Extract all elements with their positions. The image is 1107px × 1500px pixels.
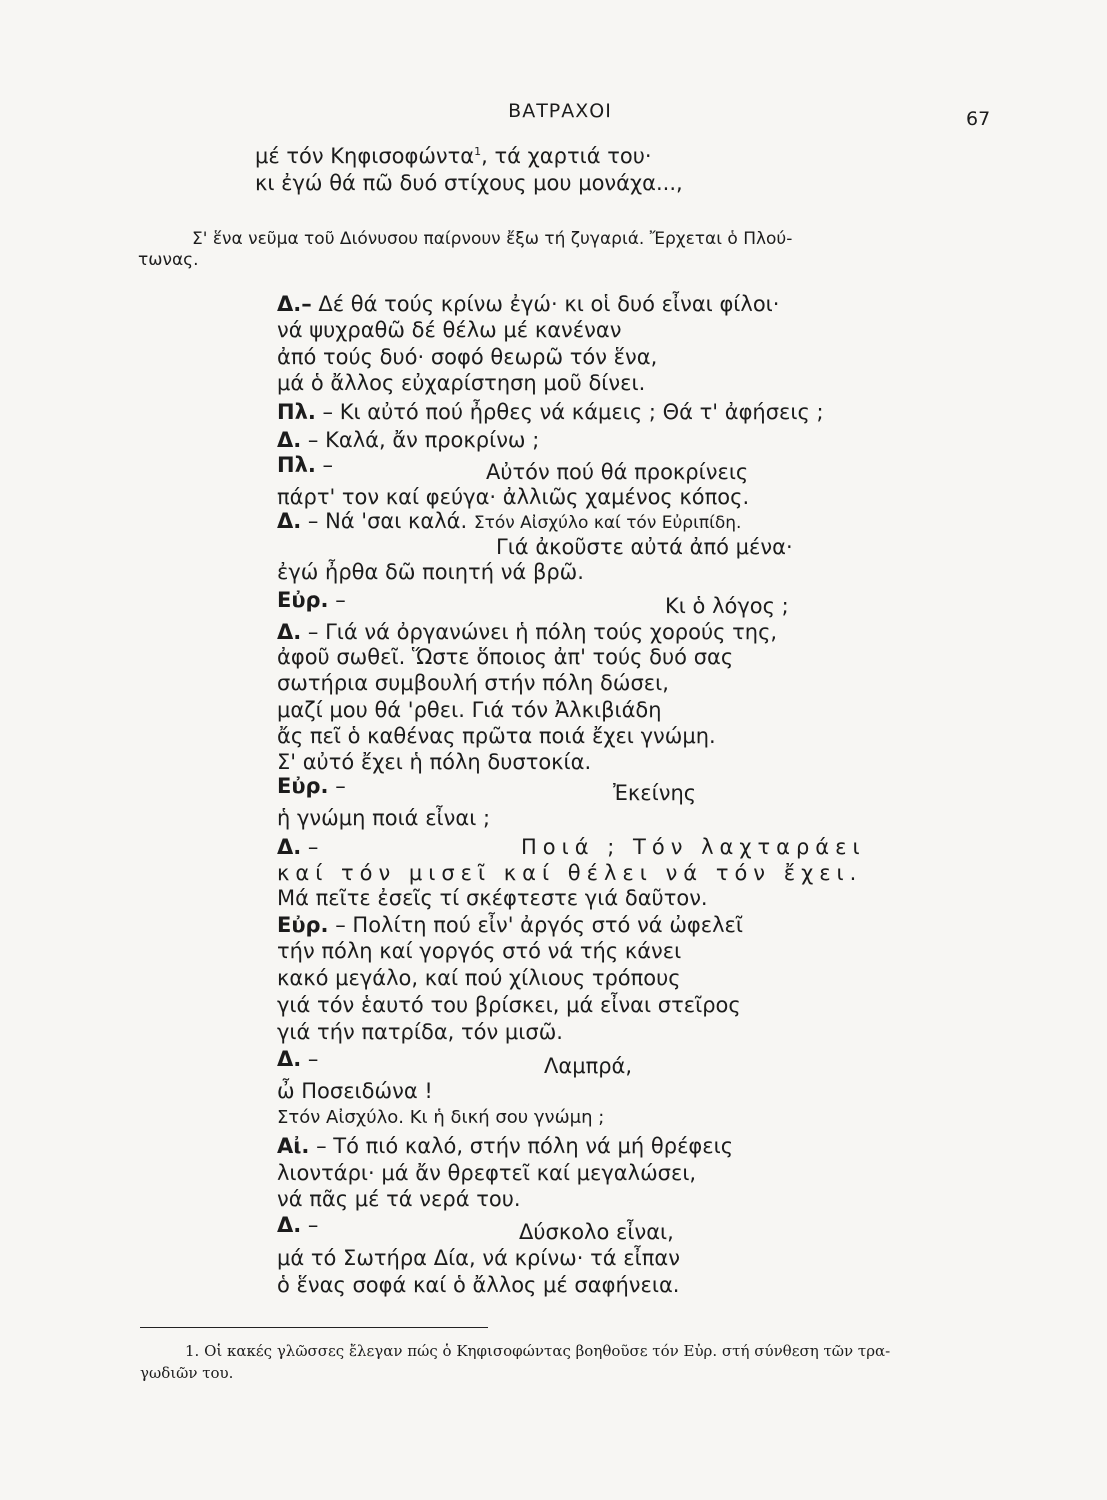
dialogue-line: γιά τήν πατρίδα, τόν μισῶ. (277, 1020, 563, 1044)
dialogue-line: Δ. – (277, 1047, 319, 1071)
speaker-label: Πλ. (277, 453, 316, 477)
dialogue-line: ὁ ἕνας σοφά καί ὁ ἄλλος μέ σαφήνεια. (277, 1273, 680, 1297)
dialogue-line: Δ. – Νά 'σαι καλά. Στόν Αἰσχύλο καί τόν Εὐριπίδη. (277, 509, 742, 533)
stage-direction: τωνας. (138, 250, 199, 270)
dialogue-line: Εὐρ. – (277, 774, 346, 798)
dialogue-line: μά ὁ ἄλλος εὐχαρίστηση μοῦ δίνει. (277, 371, 646, 395)
dialogue-line: Πλ. – Κι αὐτό πού ἦρθες νά κάμεις ; Θά τ' ἀφήσεις ; (277, 400, 824, 424)
dialogue-line: Δ. – Καλά, ἄν προκρίνω ; (277, 428, 540, 452)
dialogue-line: ἡ γνώμη ποιά εἶναι ; (277, 806, 491, 830)
footnote-divider (140, 1327, 488, 1328)
page-number: 67 (966, 108, 991, 130)
speaker-label: Εὐρ. (277, 913, 329, 937)
speaker-label: Δ. (277, 1047, 302, 1071)
inline-stage-direction: Στόν Αἰσχύλο. Κι ἡ δική σου γνώμη ; (277, 1107, 605, 1128)
dialogue-line: νά ψυχραθῶ δέ θέλω μέ κανέναν (277, 318, 622, 342)
dialogue-line: λιοντάρι· μά ἄν θρεφτεῖ καί μεγαλώσει, (277, 1161, 697, 1185)
dialogue-line: μαζί μου θά 'ρθει. Γιά τόν Ἀλκιβιάδη (277, 698, 662, 722)
dialogue-line: Δ. – Γιά νά ὀργανώνει ἡ πόλη τούς χορούς της, (277, 620, 778, 644)
running-title: ΒΑΤΡΑΧΟΙ (508, 100, 612, 122)
verse-line: κι ἐγώ θά πῶ δυό στίχους μου μονάχα..., (255, 171, 683, 195)
dialogue-line: γιά τόν ἑαυτό του βρίσκει, μά εἶναι στεῖρος (277, 993, 741, 1017)
speaker-label: Αἰ. (277, 1134, 310, 1158)
speaker-label: Δ. (277, 620, 302, 644)
dialogue-line: Κι ὁ λόγος ; (665, 594, 789, 618)
dialogue-line: ἀπό τούς δυό· σοφό θεωρῶ τόν ἕνα, (277, 345, 658, 369)
dialogue-line: ἀφοῦ σωθεῖ. Ὥστε ὅποιος ἀπ' τούς δυό σας (277, 645, 734, 669)
dialogue-line: Ποιά ; Τόν λαχταράει (521, 835, 866, 859)
dialogue-line: Δ. – (277, 835, 319, 859)
dialogue-line: Πλ. – (277, 453, 334, 477)
dialogue-line: Ἐκείνης (613, 781, 697, 805)
dialogue-line: μά τό Σωτήρα Δία, νά κρίνω· τά εἶπαν (277, 1246, 680, 1270)
footnote-marker: 1 (474, 145, 482, 158)
dialogue-line: Αὐτόν πού θά προκρίνεις (486, 460, 749, 484)
speaker-label: Δ. (277, 1213, 302, 1237)
speaker-label: Δ.– (277, 292, 312, 316)
dialogue-line: Μά πεῖτε ἐσεῖς τί σκέφτεστε γιά δαῦτον. (277, 886, 708, 910)
speaker-label: Εὐρ. (277, 588, 329, 612)
dialogue-line: Λαμπρά, (544, 1054, 633, 1078)
speaker-label: Δ. (277, 835, 302, 859)
dialogue-line: πάρτ' τον καί φεύγα· ἀλλιῶς χαμένος κόπος. (277, 485, 750, 509)
stage-direction: Σ' ἕνα νεῦμα τοῦ Διόνυσου παίρνουν ἔξω τή ζυγαριά. Ἔρχεται ὁ Πλού- (192, 229, 793, 249)
dialogue-line: κακό μεγάλο, καί πού χίλιους τρόπους (277, 966, 681, 990)
dialogue-line: Αἰ. – Τό πιό καλό, στήν πόλη νά μή θρέφεις (277, 1134, 734, 1158)
footnote-text: γωδιῶν του. (140, 1364, 234, 1382)
dialogue-line: νά πᾶς μέ τά νερά του. (277, 1187, 521, 1211)
footnote-text: 1. Οἱ κακές γλῶσσες ἔλεγαν πώς ὁ Κηφισοφώντας βοηθοῦσε τόν Εὐρ. στή σύνθεση τῶν τρα- (185, 1342, 891, 1360)
dialogue-line: Γιά ἀκοῦστε αὐτά ἀπό μένα· (496, 535, 793, 559)
inline-stage-direction: Στόν Αἰσχύλο καί τόν Εὐριπίδη. (473, 513, 742, 533)
dialogue-line: Εὐρ. – (277, 588, 346, 612)
dialogue-line: Δύσκολο εἶναι, (519, 1220, 674, 1244)
dialogue-line: σωτήρια συμβουλή στήν πόλη δώσει, (277, 671, 669, 695)
dialogue-line: ἐγώ ἦρθα δῶ ποιητή νά βρῶ. (277, 560, 584, 584)
dialogue-line: Δ. – (277, 1213, 319, 1237)
dialogue-line: ἄς πεῖ ὁ καθένας πρῶτα ποιά ἔχει γνώμη. (277, 724, 716, 748)
speaker-label: Δ. (277, 509, 302, 533)
verse-line: μέ τόν Κηφισοφώντα$^1$, τά χαρτιά του· (255, 144, 652, 168)
dialogue-line: Σ' αὐτό ἔχει ἡ πόλη δυστοκία. (277, 750, 592, 774)
dialogue-line: καί τόν μισεῖ καί θέλει νά τόν ἔχει. (277, 861, 863, 885)
speaker-label: Εὐρ. (277, 774, 329, 798)
speaker-label: Δ. (277, 428, 302, 452)
dialogue-line: Εὐρ. – Πολίτη πού εἶν' ἀργός στό νά ὠφελεῖ (277, 913, 743, 937)
dialogue-line: ὦ Ποσειδώνα ! (277, 1079, 433, 1103)
speaker-label: Πλ. (277, 400, 316, 424)
dialogue-line: τήν πόλη καί γοργός στό νά τής κάνει (277, 939, 682, 963)
dialogue-line: Δ.– Δέ θά τούς κρίνω ἐγώ· κι οἱ δυό εἶναι φίλοι· (277, 292, 780, 316)
